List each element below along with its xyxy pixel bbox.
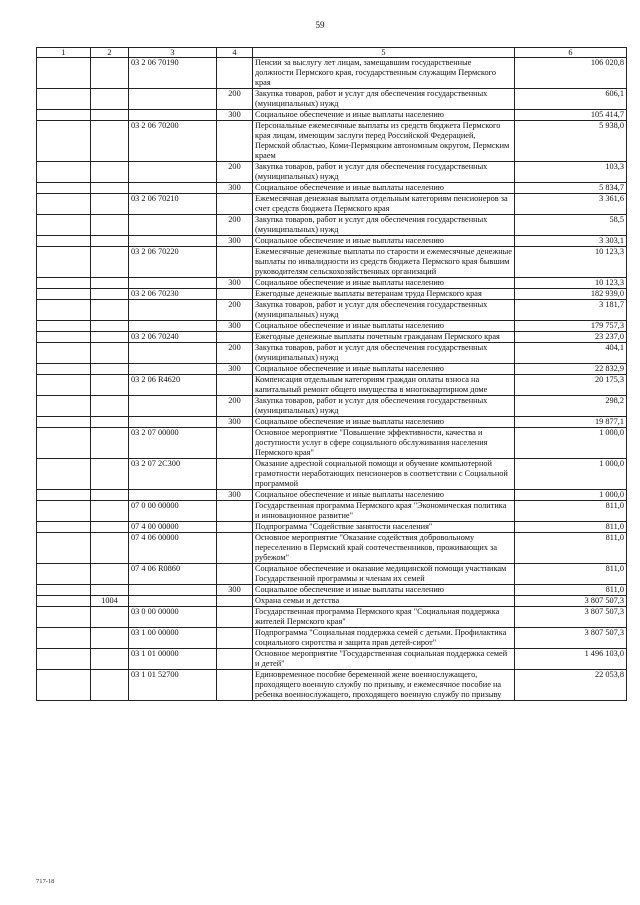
section-code: [91, 89, 129, 110]
cell-blank: [37, 428, 91, 459]
table-row: [37, 121, 627, 162]
expense-type-code: [217, 194, 253, 215]
target-article-code: 03 2 06 70220: [129, 247, 217, 278]
expense-type-code: [217, 332, 253, 343]
amount: 811,0: [515, 564, 627, 585]
expense-type-code: [217, 670, 253, 701]
amount: 182 939,0: [515, 289, 627, 300]
expense-type-code: [217, 121, 253, 162]
table-row: [37, 215, 627, 236]
target-article-code: [129, 183, 217, 194]
expense-type-code: 200: [217, 162, 253, 183]
cell-blank: [37, 58, 91, 89]
expense-type-code: [217, 247, 253, 278]
table-row: [37, 490, 627, 501]
target-article-code: [129, 215, 217, 236]
amount: 23 237,0: [515, 332, 627, 343]
expense-type-code: [217, 501, 253, 522]
item-name: Социальное обеспечение и иные выплаты населению: [253, 183, 515, 194]
section-code: 1004: [91, 596, 129, 607]
target-article-code: 03 2 06 70230: [129, 289, 217, 300]
expense-type-code: 300: [217, 490, 253, 501]
section-code: [91, 670, 129, 701]
amount: 811,0: [515, 585, 627, 596]
section-code: [91, 607, 129, 628]
cell-blank: [37, 110, 91, 121]
amount: 3 361,6: [515, 194, 627, 215]
expense-type-code: [217, 596, 253, 607]
table-row: [37, 417, 627, 428]
item-name: Ежемесячные денежные выплаты по старости и ежемесячные денежные выплаты по инвалидности из средств бюджета Пермского края бывшим руководителям сельскохозяйственных организаций: [253, 247, 515, 278]
amount: 5 938,0: [515, 121, 627, 162]
section-code: [91, 343, 129, 364]
section-code: [91, 585, 129, 596]
table-row: [37, 522, 627, 533]
table-row: [37, 428, 627, 459]
column-header: 1: [37, 48, 91, 58]
amount: 1 000,0: [515, 428, 627, 459]
item-name: Охрана семьи и детства: [253, 596, 515, 607]
item-name: Социальное обеспечение и иные выплаты населению: [253, 364, 515, 375]
cell-blank: [37, 607, 91, 628]
item-name: Социальное обеспечение и иные выплаты населению: [253, 236, 515, 247]
amount: 22 053,8: [515, 670, 627, 701]
section-code: [91, 215, 129, 236]
table-row: [37, 364, 627, 375]
section-code: [91, 364, 129, 375]
target-article-code: [129, 417, 217, 428]
table-row: [37, 649, 627, 670]
item-name: Ежегодные денежные выплаты почетным гражданам Пермского края: [253, 332, 515, 343]
table-row: [37, 247, 627, 278]
table-row: [37, 533, 627, 564]
section-code: [91, 522, 129, 533]
cell-blank: [37, 300, 91, 321]
table-header-row: [37, 48, 627, 58]
document-code: 717-18: [36, 878, 55, 885]
cell-blank: [37, 522, 91, 533]
cell-blank: [37, 89, 91, 110]
section-code: [91, 417, 129, 428]
section-code: [91, 490, 129, 501]
target-article-code: 03 1 01 00000: [129, 649, 217, 670]
expense-type-code: 300: [217, 278, 253, 289]
section-code: [91, 289, 129, 300]
cell-blank: [37, 278, 91, 289]
expense-type-code: 300: [217, 236, 253, 247]
expense-type-code: [217, 607, 253, 628]
table-row: [37, 58, 627, 89]
target-article-code: [129, 585, 217, 596]
item-name: Социальное обеспечение и иные выплаты населению: [253, 278, 515, 289]
table-row: [37, 162, 627, 183]
expense-type-code: 300: [217, 110, 253, 121]
item-name: Социальное обеспечение и иные выплаты населению: [253, 490, 515, 501]
item-name: Оказание адресной социальной помощи и обучение компьютерной грамотности неработающих пенсионеров в соответствии с Социальной программой: [253, 459, 515, 490]
expense-type-code: 200: [217, 396, 253, 417]
cell-blank: [37, 236, 91, 247]
expense-type-code: [217, 375, 253, 396]
expense-type-code: [217, 564, 253, 585]
amount: 3 807 507,3: [515, 596, 627, 607]
item-name: Ежегодные денежные выплаты ветеранам труда Пермского края: [253, 289, 515, 300]
target-article-code: 03 2 07 2C300: [129, 459, 217, 490]
section-code: [91, 396, 129, 417]
item-name: Основное мероприятие "Повышение эффективности, качества и доступности услуг в сфере социального обслуживания населения Пермского края": [253, 428, 515, 459]
amount: 811,0: [515, 501, 627, 522]
item-name: Закупка товаров, работ и услуг для обеспечения государственных (муниципальных) нужд: [253, 162, 515, 183]
table-row: [37, 459, 627, 490]
amount: 3 303,1: [515, 236, 627, 247]
section-code: [91, 428, 129, 459]
amount: 298,2: [515, 396, 627, 417]
item-name: Закупка товаров, работ и услуг для обеспечения государственных (муниципальных) нужд: [253, 396, 515, 417]
section-code: [91, 332, 129, 343]
target-article-code: [129, 396, 217, 417]
section-code: [91, 564, 129, 585]
amount: 105 414,7: [515, 110, 627, 121]
item-name: Государственная программа Пермского края "Социальная поддержка жителей Пермского края": [253, 607, 515, 628]
expense-type-code: [217, 522, 253, 533]
expense-type-code: [217, 459, 253, 490]
cell-blank: [37, 183, 91, 194]
target-article-code: [129, 278, 217, 289]
target-article-code: [129, 300, 217, 321]
expense-type-code: 200: [217, 89, 253, 110]
target-article-code: 03 0 00 00000: [129, 607, 217, 628]
amount: 1 000,0: [515, 490, 627, 501]
cell-blank: [37, 490, 91, 501]
section-code: [91, 321, 129, 332]
table-row: [37, 596, 627, 607]
target-article-code: 03 2 06 70240: [129, 332, 217, 343]
target-article-code: [129, 343, 217, 364]
section-code: [91, 247, 129, 278]
target-article-code: [129, 490, 217, 501]
cell-blank: [37, 321, 91, 332]
item-name: Основное мероприятие "Государственная социальная поддержка семей и детей": [253, 649, 515, 670]
item-name: Основное мероприятие "Оказание содействия добровольному переселению в Пермский край соотечественников, проживающих за рубежом": [253, 533, 515, 564]
target-article-code: [129, 89, 217, 110]
cell-blank: [37, 417, 91, 428]
item-name: Подпрограмма "Содействие занятости населения": [253, 522, 515, 533]
amount: 1 496 103,0: [515, 649, 627, 670]
section-code: [91, 110, 129, 121]
table-row: [37, 585, 627, 596]
cell-blank: [37, 289, 91, 300]
cell-blank: [37, 649, 91, 670]
amount: 58,5: [515, 215, 627, 236]
cell-blank: [37, 247, 91, 278]
item-name: Социальное обеспечение и иные выплаты населению: [253, 585, 515, 596]
table-row: [37, 607, 627, 628]
table-row: [37, 375, 627, 396]
item-name: Единовременное пособие беременной жене военнослужащего, проходящего военную службу по призыву, и ежемесячное пособие на ребенка военнослужащего, проходящего военную службу по призыву: [253, 670, 515, 701]
amount: 1 000,0: [515, 459, 627, 490]
expense-type-code: 200: [217, 300, 253, 321]
column-header: 3: [129, 48, 217, 58]
target-article-code: 03 2 06 70210: [129, 194, 217, 215]
cell-blank: [37, 533, 91, 564]
cell-blank: [37, 364, 91, 375]
cell-blank: [37, 343, 91, 364]
item-name: Государственная программа Пермского края "Экономическая политика и инновационное развитие": [253, 501, 515, 522]
target-article-code: 03 2 06 R4620: [129, 375, 217, 396]
cell-blank: [37, 194, 91, 215]
column-header: 4: [217, 48, 253, 58]
table-row: [37, 194, 627, 215]
amount: 10 123,3: [515, 278, 627, 289]
column-header: 5: [253, 48, 515, 58]
section-code: [91, 162, 129, 183]
cell-blank: [37, 396, 91, 417]
amount: 19 877,1: [515, 417, 627, 428]
expense-type-code: [217, 533, 253, 564]
cell-blank: [37, 564, 91, 585]
amount: 10 123,3: [515, 247, 627, 278]
expense-type-code: 300: [217, 585, 253, 596]
cell-blank: [37, 215, 91, 236]
table-row: [37, 321, 627, 332]
item-name: Персональные ежемесячные выплаты из средств бюджета Пермского края лицам, имеющим заслуги перед Российской Федерацией, Пермской областью, Коми-Пермяцким автономным округом, Пермским краем: [253, 121, 515, 162]
expense-type-code: 300: [217, 183, 253, 194]
section-code: [91, 459, 129, 490]
amount: 811,0: [515, 533, 627, 564]
section-code: [91, 121, 129, 162]
target-article-code: 07 0 00 00000: [129, 501, 217, 522]
cell-blank: [37, 501, 91, 522]
item-name: Закупка товаров, работ и услуг для обеспечения государственных (муниципальных) нужд: [253, 300, 515, 321]
cell-blank: [37, 121, 91, 162]
item-name: Закупка товаров, работ и услуг для обеспечения государственных (муниципальных) нужд: [253, 343, 515, 364]
amount: 20 175,3: [515, 375, 627, 396]
page-number: 59: [315, 20, 325, 30]
amount: 103,3: [515, 162, 627, 183]
budget-table: [36, 47, 627, 701]
table-row: [37, 89, 627, 110]
target-article-code: 07 4 06 00000: [129, 533, 217, 564]
section-code: [91, 58, 129, 89]
section-code: [91, 300, 129, 321]
cell-blank: [37, 670, 91, 701]
amount: 179 757,3: [515, 321, 627, 332]
expense-type-code: [217, 58, 253, 89]
target-article-code: [129, 110, 217, 121]
amount: 5 834,7: [515, 183, 627, 194]
table-row: [37, 300, 627, 321]
section-code: [91, 628, 129, 649]
table-row: [37, 670, 627, 701]
item-name: Социальное обеспечение и иные выплаты населению: [253, 110, 515, 121]
amount: 3 181,7: [515, 300, 627, 321]
target-article-code: [129, 321, 217, 332]
target-article-code: [129, 236, 217, 247]
section-code: [91, 236, 129, 247]
table-row: [37, 564, 627, 585]
expense-type-code: [217, 428, 253, 459]
item-name: Пенсии за выслугу лет лицам, замещавшим государственные должности Пермского края, государственным служащим Пермского края: [253, 58, 515, 89]
table-row: [37, 332, 627, 343]
table-row: [37, 289, 627, 300]
table-row: [37, 501, 627, 522]
cell-blank: [37, 628, 91, 649]
target-article-code: [129, 596, 217, 607]
expense-type-code: [217, 289, 253, 300]
column-header: 2: [91, 48, 129, 58]
section-code: [91, 278, 129, 289]
item-name: Социальное обеспечение и оказание медицинской помощи участникам Государственной программы и членам их семей: [253, 564, 515, 585]
section-code: [91, 375, 129, 396]
cell-blank: [37, 375, 91, 396]
table-row: [37, 110, 627, 121]
target-article-code: 03 1 01 52700: [129, 670, 217, 701]
item-name: Ежемесячная денежная выплата отдельным категориям пенсионеров за счет средств бюджета Пермского края: [253, 194, 515, 215]
cell-blank: [37, 596, 91, 607]
target-article-code: [129, 162, 217, 183]
item-name: Компенсация отдельным категориям граждан оплаты взноса на капитальный ремонт общего имущества в многоквартирном доме: [253, 375, 515, 396]
section-code: [91, 194, 129, 215]
amount: 811,0: [515, 522, 627, 533]
expense-type-code: 300: [217, 417, 253, 428]
item-name: Социальное обеспечение и иные выплаты населению: [253, 417, 515, 428]
cell-blank: [37, 332, 91, 343]
target-article-code: 03 2 06 70190: [129, 58, 217, 89]
target-article-code: 03 2 06 70200: [129, 121, 217, 162]
section-code: [91, 649, 129, 670]
item-name: Подпрограмма "Социальная поддержка семей с детьми. Профилактика социального сиротства и защита прав детей-сирот": [253, 628, 515, 649]
table-row: [37, 183, 627, 194]
amount: 22 832,9: [515, 364, 627, 375]
cell-blank: [37, 585, 91, 596]
expense-type-code: 300: [217, 321, 253, 332]
amount: 106 020,8: [515, 58, 627, 89]
section-code: [91, 501, 129, 522]
expense-type-code: 300: [217, 364, 253, 375]
expense-type-code: [217, 649, 253, 670]
item-name: Закупка товаров, работ и услуг для обеспечения государственных (муниципальных) нужд: [253, 89, 515, 110]
target-article-code: 03 2 07 00000: [129, 428, 217, 459]
section-code: [91, 183, 129, 194]
target-article-code: [129, 364, 217, 375]
table-row: [37, 236, 627, 247]
amount: 3 807 507,3: [515, 628, 627, 649]
table-row: [37, 628, 627, 649]
target-article-code: 07 4 06 R0860: [129, 564, 217, 585]
target-article-code: 07 4 00 00000: [129, 522, 217, 533]
column-header: 6: [515, 48, 627, 58]
amount: 404,1: [515, 343, 627, 364]
table-row: [37, 343, 627, 364]
section-code: [91, 533, 129, 564]
target-article-code: 03 1 00 00000: [129, 628, 217, 649]
amount: 606,1: [515, 89, 627, 110]
item-name: Социальное обеспечение и иные выплаты населению: [253, 321, 515, 332]
expense-type-code: 200: [217, 215, 253, 236]
expense-type-code: 200: [217, 343, 253, 364]
cell-blank: [37, 459, 91, 490]
table-row: [37, 278, 627, 289]
expense-type-code: [217, 628, 253, 649]
item-name: Закупка товаров, работ и услуг для обеспечения государственных (муниципальных) нужд: [253, 215, 515, 236]
amount: 3 807 507,3: [515, 607, 627, 628]
table-row: [37, 396, 627, 417]
cell-blank: [37, 162, 91, 183]
